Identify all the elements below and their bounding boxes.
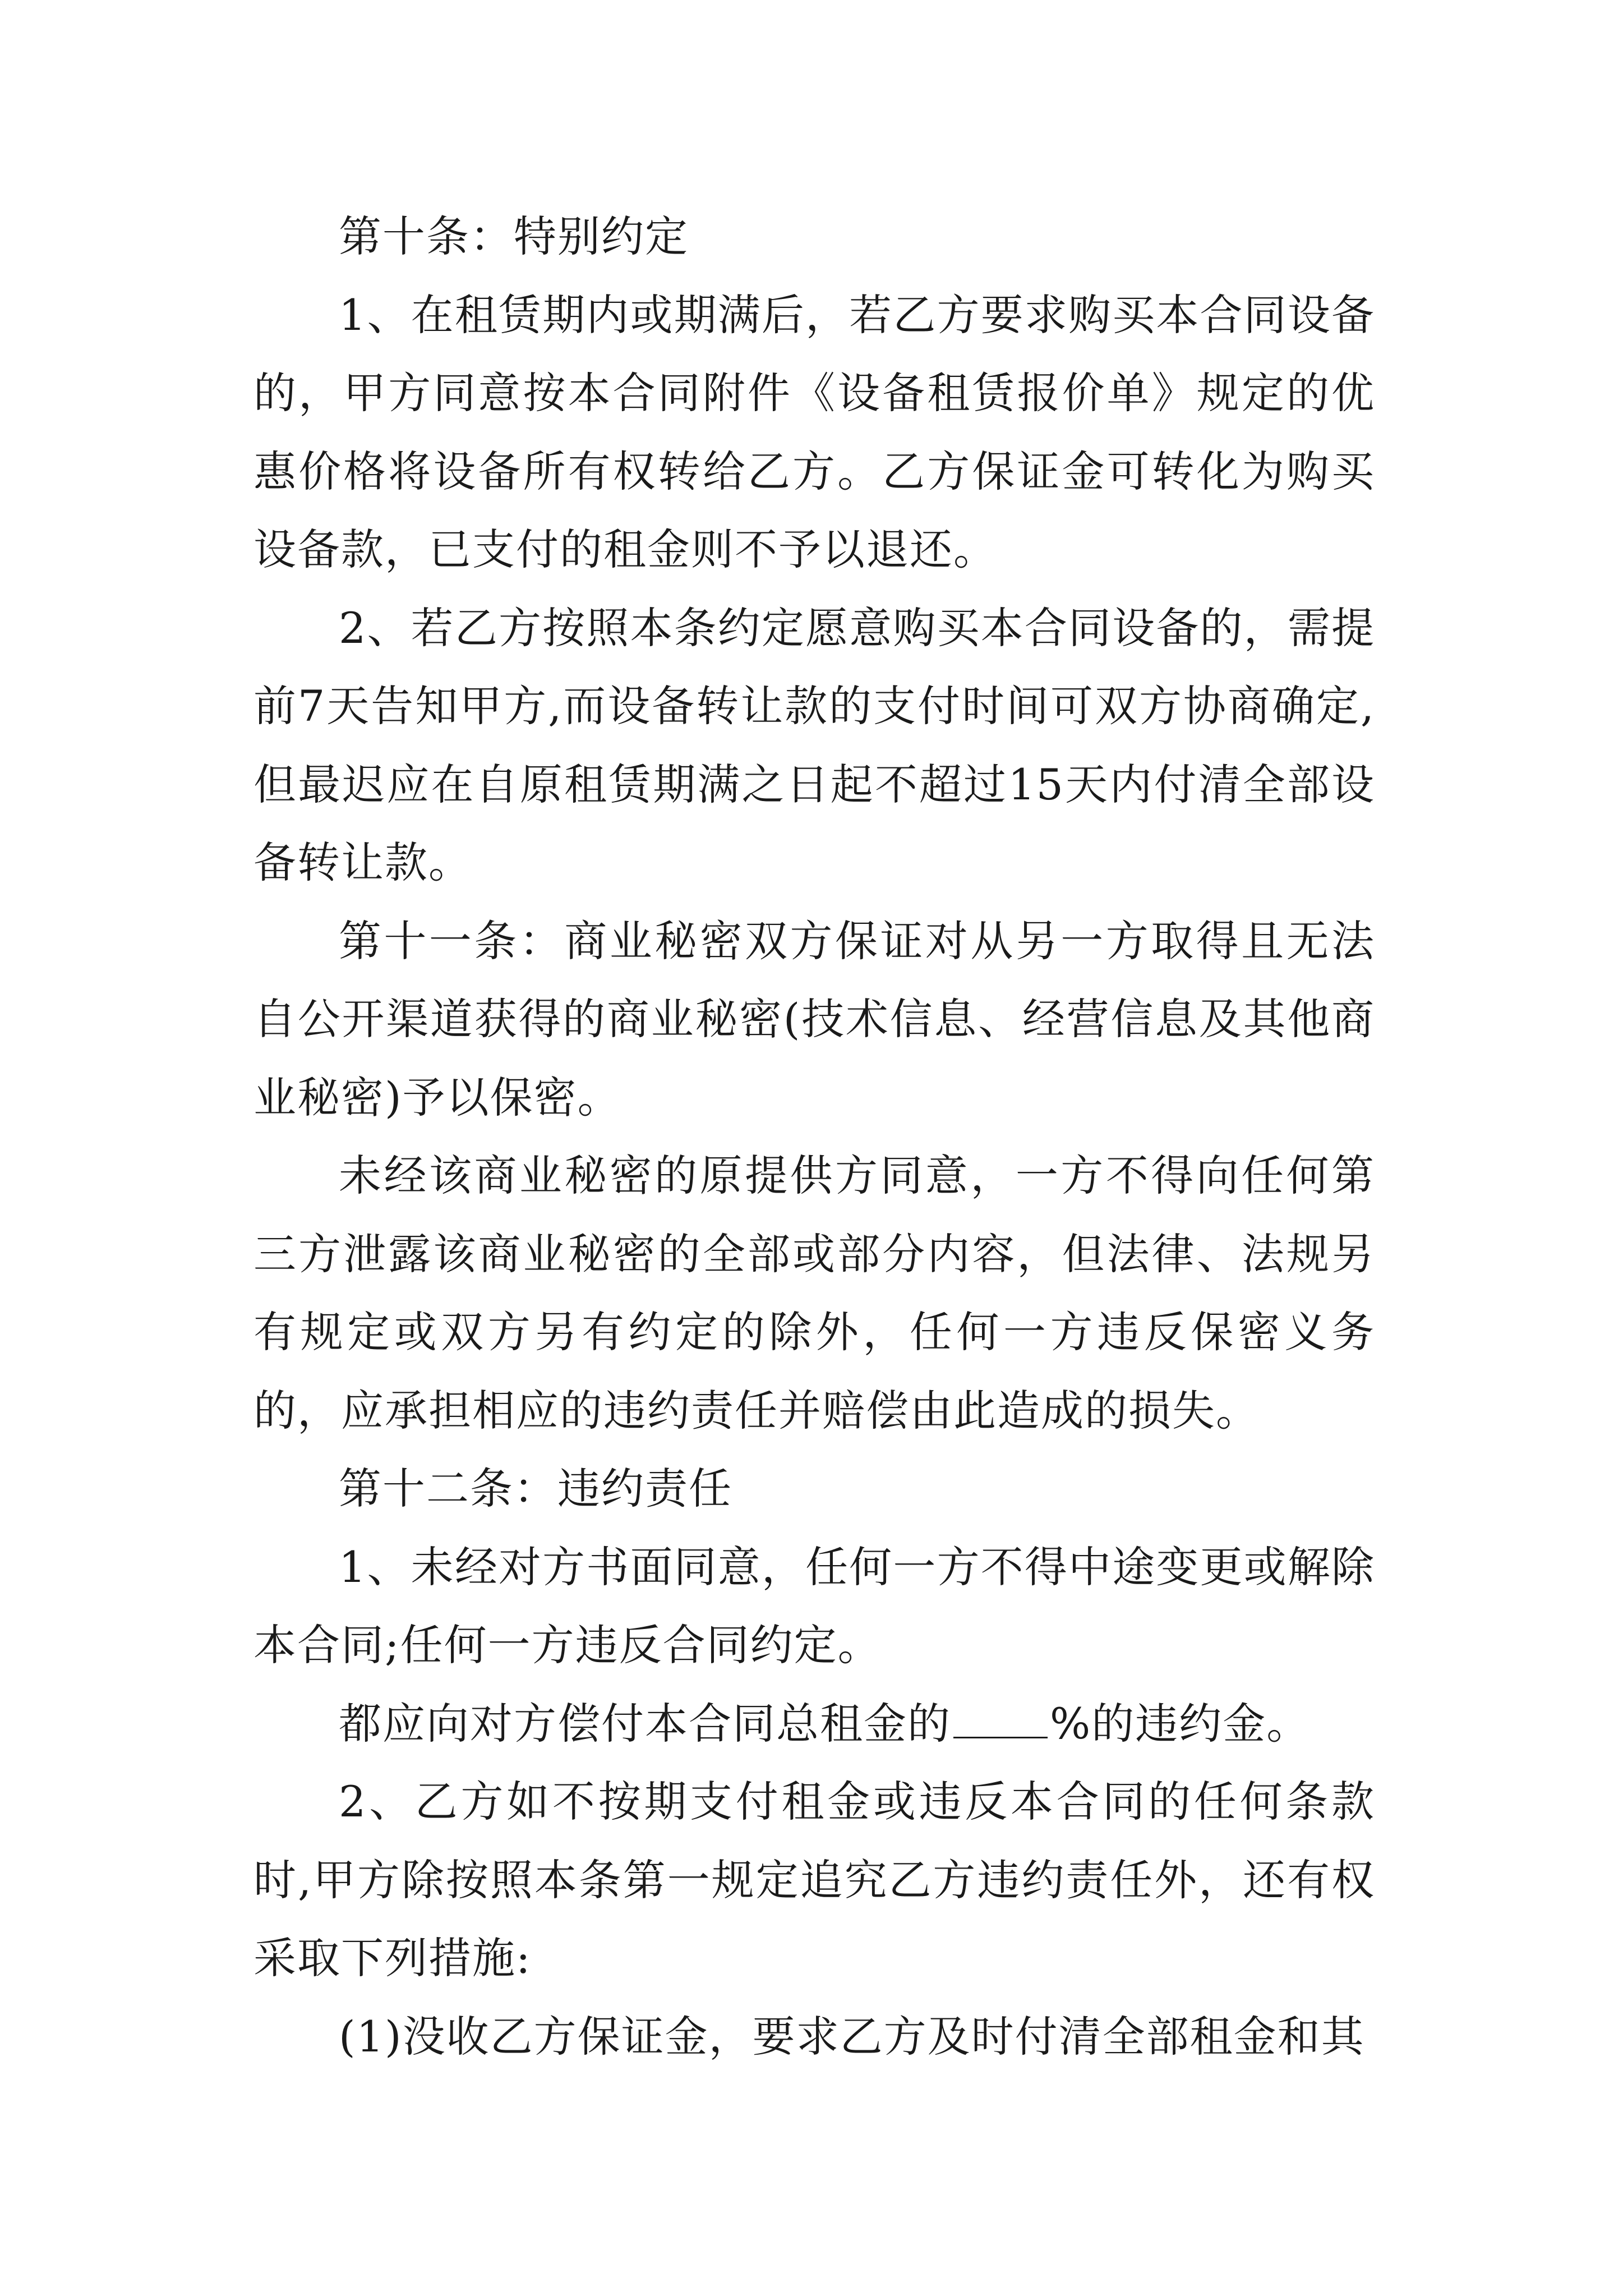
penalty-text-after: %的违约金。 — [1050, 1698, 1311, 1749]
heading-article-10: 第十条：特别约定 — [339, 211, 689, 261]
paragraph-article-12-item-1: 1、未经对方书面同意，任何一方不得中途变更或解除本合同;任何一方违反合同约定。 — [253, 1542, 1375, 1670]
penalty-percent-blank — [953, 1702, 1048, 1738]
paragraph-article-10-item-1: 1、在租赁期内或期满后，若乙方要求购买本合同设备的，甲方同意按本合同附件《设备租赁报价单》规定的优惠价格将设备所有权转给乙方。乙方保证金可转化为购买设备款，已支付的租金则不予以退还。 — [253, 289, 1375, 574]
paragraph-penalty-line — [253, 1685, 1375, 1763]
paragraph-article-12-measure-1: (1)没收乙方保证金，要求乙方及时付清全部租金和其 — [339, 2011, 1365, 2062]
paragraph-article-11-confidentiality: 未经该商业秘密的原提供方同意，一方不得向任何第三方泄露该商业秘密的全部或部分内容，但法律、法规另有规定或双方另有约定的除外，任何一方违反保密义务的，应承担相应的违约责任并赔偿由此造成的损失。 — [253, 1151, 1375, 1435]
document-body — [253, 197, 1375, 2076]
heading-article-12: 第十二条：违约责任 — [339, 1464, 732, 1513]
penalty-text-before: 都应向对方偿付本合同总租金的 — [339, 1698, 951, 1749]
paragraph-article-12-item-2: 2、乙方如不按期支付租金或违反本合同的任何条款时,甲方除按照本条第一规定追究乙方违约责任外，还有权采取下列措施: — [253, 1777, 1375, 1983]
paragraph-article-10-item-2: 2、若乙方按照本条约定愿意购买本合同设备的，需提前7天告知甲方,而设备转让款的支付时间可双方协商确定,但最迟应在自原租赁期满之日起不超过15天内付清全部设备转让款。 — [253, 602, 1375, 887]
paragraph-article-11: 第十一条：商业秘密双方保证对从另一方取得且无法自公开渠道获得的商业秘密(技术信息、经营信息及其他商业秘密)予以保密。 — [253, 915, 1375, 1122]
